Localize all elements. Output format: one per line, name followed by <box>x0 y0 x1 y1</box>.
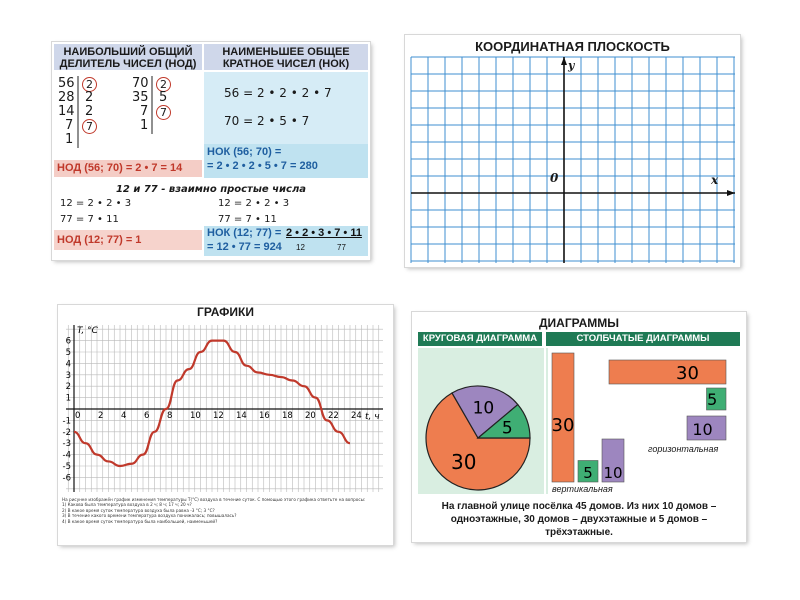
lcm2-expression: 2 • 2 • 3 • 7 • 11 <box>286 227 362 239</box>
gcd-header-line2: ДЕЛИТЕЛЬ ЧИСЕЛ (НОД) <box>59 58 197 70</box>
divisor-70-row1: 5 <box>159 90 168 105</box>
x-tick-label: 12 <box>213 411 224 421</box>
y-tick-label: 2 <box>65 382 71 393</box>
diagrams-canvas <box>412 312 746 498</box>
lcm-header-line1: НАИМЕНЬШЕЕ ОБЩЕЕ <box>222 46 350 58</box>
lcm2-result: = 12 • 77 = 924 <box>207 241 282 253</box>
diagram-caption: На главной улице посёлка 45 домов. Из них 10 домов – одноэтажные, 30 домов – двухэтажные и 5 домов – трёхэтажные. <box>441 501 717 538</box>
horizontal-bar-label: горизонтальная <box>648 444 719 454</box>
pie-label: 5 <box>501 418 513 439</box>
diagrams-title: ДИАГРАММЫ <box>539 316 619 330</box>
diagrams-poster <box>412 312 746 542</box>
coordinate-plane-title: КООРДИНАТНАЯ ПЛОСКОСТЬ <box>475 39 670 54</box>
lcm-result-label: НОК (56; 70) = <box>207 146 282 158</box>
horizontal-bar-value: 5 <box>707 390 718 409</box>
factor-12-right: 12 = 2 • 2 • 3 <box>218 198 290 209</box>
question-3: 3) В течение какого времени температура воздуха понижалась; повышалась? <box>62 513 237 519</box>
gcd2-result: НОД (12; 77) = 1 <box>54 230 202 250</box>
x-tick-label: 18 <box>282 411 293 421</box>
y-tick-label: 1 <box>65 393 71 404</box>
gcd-header-line1: НАИБОЛЬШИЙ ОБЩИЙ <box>63 46 193 58</box>
horizontal-bar-value: 30 <box>676 363 699 384</box>
gcd-factorization-area <box>54 72 202 178</box>
factor-56-row0: 56 <box>58 76 75 91</box>
vertical-bar-value: 5 <box>583 464 593 482</box>
lcm-header-line2: КРАТНОЕ ЧИСЕЛ (НОК) <box>222 58 350 70</box>
x-axis-title: t, ч <box>365 412 380 422</box>
x-tick-label: 0 <box>75 411 81 421</box>
factor-70-row2: 7 <box>140 104 149 119</box>
factor-56-row3: 7 <box>65 118 74 133</box>
origin-label: 0 <box>550 171 559 185</box>
circled-divisor: 2 <box>82 77 97 92</box>
y-tick-label: 5 <box>65 348 71 358</box>
coordinate-plane-poster <box>405 35 740 267</box>
gcd-header <box>54 44 202 70</box>
y-tick-label: -1 <box>62 416 71 427</box>
vertical-bar-value: 30 <box>551 415 575 436</box>
factor-70-row0: 70 <box>132 76 149 91</box>
vertical-bar-value: 10 <box>603 464 623 482</box>
factor-56-row4: 1 <box>65 132 74 147</box>
lcm-result-box <box>204 144 368 178</box>
question-intro: На рисунке изображён график изменения температуры T(°C) воздуха в течение суток. С помощью этого графика ответьте на вопросы: <box>62 497 366 502</box>
lcm2-under-77: 77 <box>337 243 346 252</box>
pie-chart-banner: КРУГОВАЯ ДИАГРАММА <box>418 332 542 346</box>
divisor-56-row1: 2 <box>85 90 94 105</box>
lcm-factor-70: 70 = 2 • 5 • 7 <box>224 114 310 128</box>
x-tick-label: 10 <box>190 411 201 421</box>
vertical-bar-label: вертикальная <box>552 484 613 494</box>
factor-70-row1: 35 <box>132 90 149 105</box>
x-tick-label: 20 <box>305 411 316 421</box>
temperature-chart <box>58 317 393 507</box>
x-tick-label: 8 <box>167 411 173 421</box>
lcm2-under-12: 12 <box>296 243 305 252</box>
x-tick-label: 14 <box>236 411 247 421</box>
horizontal-bar <box>609 360 726 384</box>
y-arrow-icon <box>561 57 567 65</box>
y-axis-title: T, °C <box>77 326 98 336</box>
x-axis-label: x <box>711 173 719 187</box>
question-1: 1) Какова была температура воздуха в 2 ч; 8 ч; 17 ч; 20 ч? <box>62 502 192 508</box>
circled-divisor: 2 <box>156 77 171 92</box>
y-tick-label: -3 <box>62 439 71 450</box>
question-2: 2) В какое время суток температура воздуха была равна -3 °C; 3 °C? <box>62 507 215 513</box>
x-tick-label: 2 <box>98 411 104 421</box>
lcm-factorization-area <box>204 72 368 178</box>
lcm2-box <box>204 226 368 256</box>
graphs-poster <box>58 305 393 545</box>
factor-56-row1: 28 <box>58 90 75 105</box>
y-tick-label: 6 <box>65 336 71 347</box>
horizontal-bar-value: 10 <box>692 420 713 439</box>
divisor-56-row2: 2 <box>85 104 94 119</box>
x-tick-label: 16 <box>259 411 270 421</box>
factor-77-left: 77 = 7 • 11 <box>60 214 119 225</box>
y-tick-label: -2 <box>62 427 71 438</box>
y-tick-label: -5 <box>62 462 71 472</box>
gcd-lcm-poster <box>52 42 370 260</box>
gcd-result: НОД (56; 70) = 2 • 7 = 14 <box>54 160 202 177</box>
y-tick-label: -6 <box>62 473 71 484</box>
y-axis-label: y <box>568 59 575 72</box>
circled-divisor: 7 <box>82 119 97 134</box>
lcm2-label: НОК (12; 77) = <box>207 227 282 239</box>
lcm-result-value: = 2 • 2 • 2 • 5 • 7 = 280 <box>207 160 318 172</box>
factor-56-row2: 14 <box>58 104 75 119</box>
pie-label: 30 <box>450 449 477 474</box>
x-tick-label: 22 <box>328 411 339 421</box>
x-tick-label: 6 <box>144 411 150 421</box>
y-tick-label: 4 <box>65 359 71 370</box>
lcm-header <box>204 44 368 70</box>
y-tick-label: 3 <box>65 370 71 381</box>
circled-divisor: 7 <box>156 105 171 120</box>
x-tick-label: 4 <box>121 411 127 421</box>
factor-70-row3: 1 <box>140 118 149 133</box>
lcm-factor-56: 56 = 2 • 2 • 2 • 7 <box>224 86 332 100</box>
coprime-statement: 12 и 77 - взаимно простые числа <box>115 184 307 195</box>
y-tick-label: -4 <box>62 450 71 461</box>
factor-77-right: 77 = 7 • 11 <box>218 214 277 225</box>
question-4: 4) В какое время суток температура была наибольшей, наименьшей? <box>62 518 218 524</box>
graphs-title: ГРАФИКИ <box>197 305 254 319</box>
factor-12-left: 12 = 2 • 2 • 3 <box>60 198 132 209</box>
bar-chart-banner: СТОЛБЧАТЫЕ ДИАГРАММЫ <box>546 332 740 346</box>
pie-label: 10 <box>472 398 495 419</box>
questions-block <box>62 497 387 524</box>
x-tick-label: 24 <box>351 411 362 421</box>
